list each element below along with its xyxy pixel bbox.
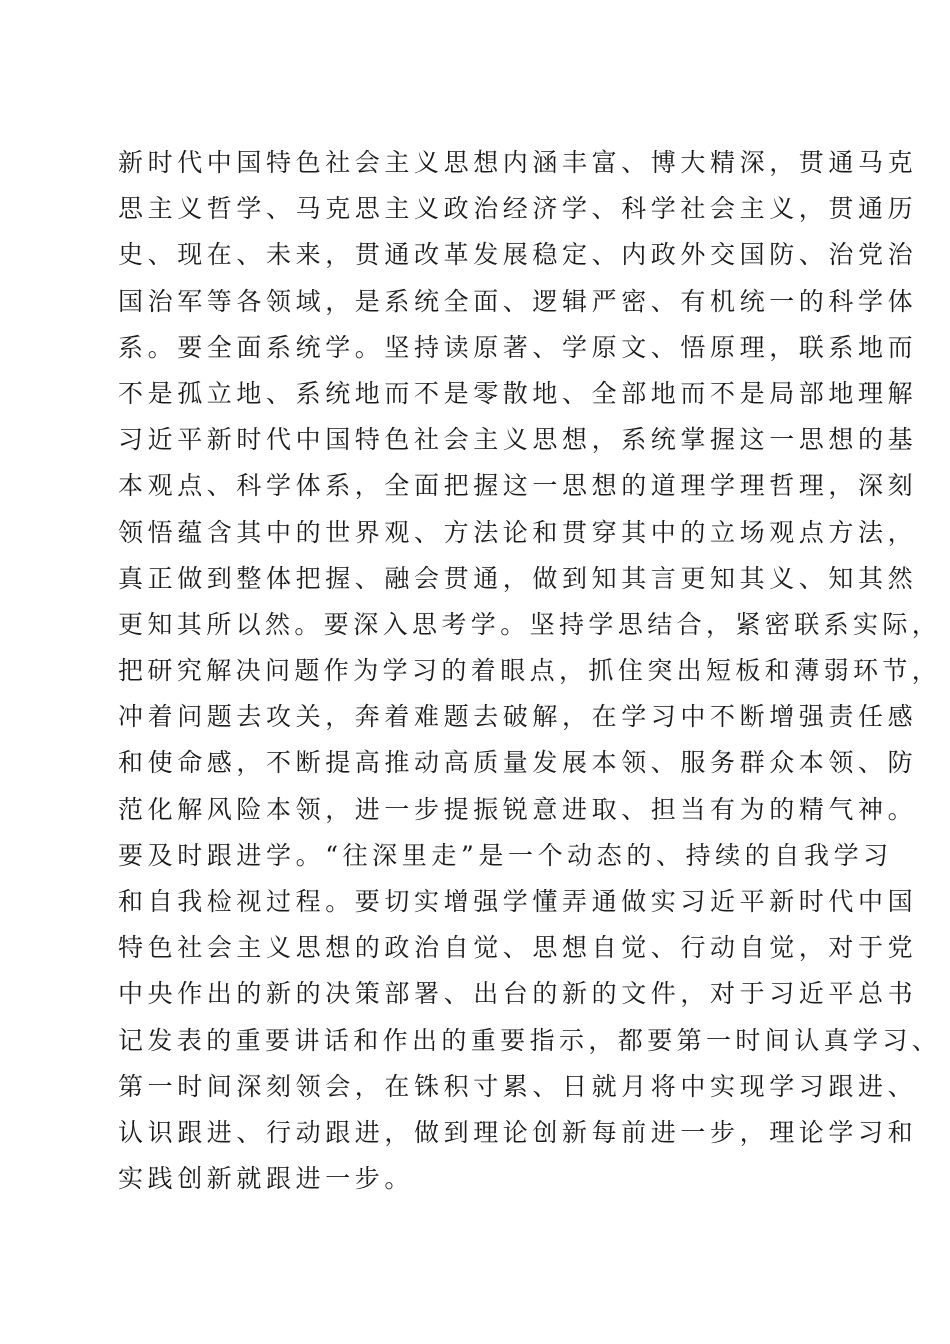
- text-line: 把研究解决问题作为学习的着眼点，抓住突出短板和薄弱环节，: [118, 656, 942, 686]
- text-line: 和自我检视过程。要切实增强学懂弄通做实习近平新时代中国: [118, 887, 918, 916]
- text-line: 系。要全面系统学。坚持读原著、学原文、悟原理，联系地而: [118, 332, 918, 362]
- text-line: 新时代中国特色社会主义思想内涵丰富、博大精深，贯通马克: [118, 148, 918, 177]
- text-line: 第一时间深刻领会，在铢积寸累、日就月将中实现学习跟进、: [118, 1071, 918, 1101]
- text-line: 记发表的重要讲话和作出的重要指示，都要第一时间认真学习、: [118, 1025, 942, 1055]
- text-line: 更知其所以然。要深入思考学。坚持学思结合，紧密联系实际，: [118, 609, 942, 639]
- text-line: 本观点、科学体系，全面把握这一思想的道理学理哲理，深刻: [118, 471, 918, 501]
- text-line: 史、现在、未来，贯通改革发展稳定、内政外交国防、治党治: [118, 240, 918, 270]
- text-line: 不是孤立地、系统地而不是零散地、全部地而不是局部地理解: [118, 378, 918, 408]
- text-line: 特色社会主义思想的政治自觉、思想自觉、行动自觉，对于党: [118, 933, 918, 963]
- body-paragraph: [118, 140, 942, 1202]
- text-line: 要及时跟进学。“往深里走”是一个动态的、持续的自我学习: [118, 840, 893, 870]
- text-line: 领悟蕴含其中的世界观、方法论和贯穿其中的立场观点方法，: [118, 517, 918, 547]
- text-line: 冲着问题去攻关，奔着难题去破解，在学习中不断增强责任感: [118, 702, 918, 732]
- text-line: 认识跟进、行动跟进，做到理论创新每前进一步，理论学习和: [118, 1117, 918, 1147]
- text-line: 实践创新就跟进一步。: [118, 1164, 415, 1194]
- text-line: 真正做到整体把握、融会贯通，做到知其言更知其义、知其然: [118, 563, 918, 593]
- text-line: 国治军等各领域，是系统全面、逻辑严密、有机统一的科学体: [118, 286, 918, 316]
- text-line: 和使命感，不断提高推动高质量发展本领、服务群众本领、防: [118, 748, 918, 778]
- text-line: 思主义哲学、马克思主义政治经济学、科学社会主义，贯通历: [118, 194, 918, 224]
- text-line: 范化解风险本领，进一步提振锐意进取、担当有为的精气神。: [118, 794, 918, 824]
- text-line: 习近平新时代中国特色社会主义思想，系统掌握这一思想的基: [118, 425, 918, 455]
- text-line: 中央作出的新的决策部署、出台的新的文件，对于习近平总书: [118, 979, 918, 1009]
